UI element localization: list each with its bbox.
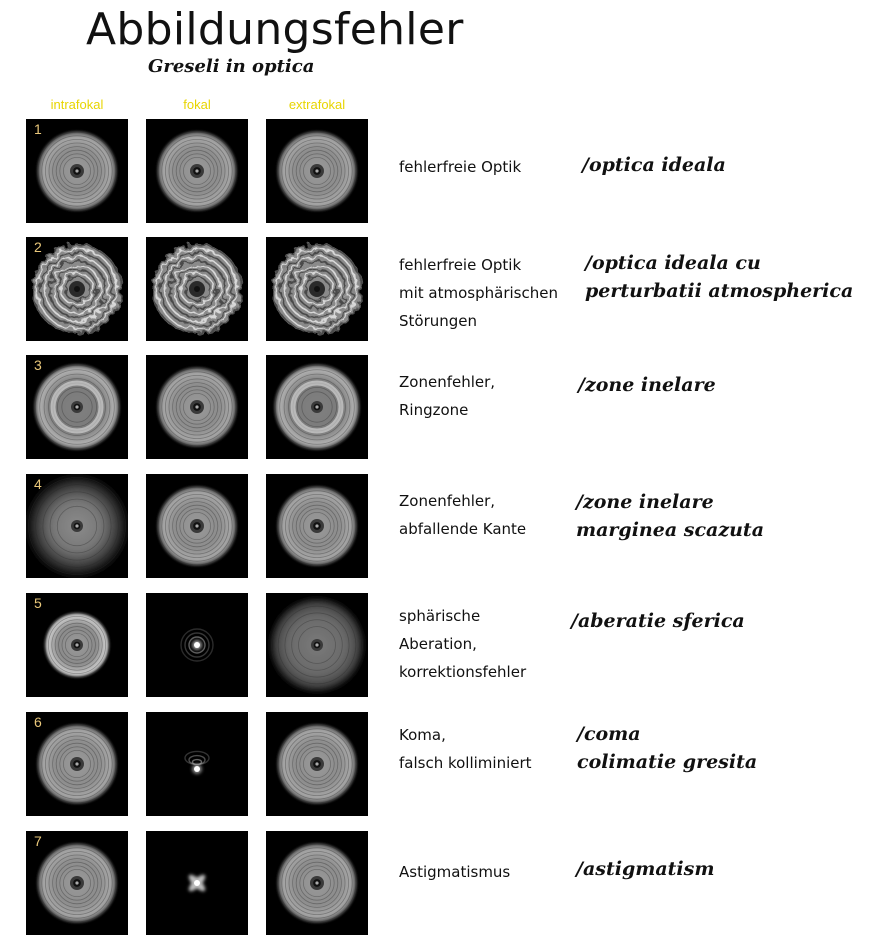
german-line: Aberation, xyxy=(399,635,477,653)
romanian-line: /optica ideala xyxy=(582,154,726,176)
romanian-description xyxy=(571,607,745,635)
romanian-line: /aberatie sferica xyxy=(571,610,745,632)
german-line: Störungen xyxy=(399,312,478,330)
german-line: Zonenfehler, xyxy=(399,492,496,510)
german-description xyxy=(399,487,526,543)
focal-image xyxy=(146,119,248,223)
extrafocal-image xyxy=(266,355,368,459)
intrafocal-image xyxy=(26,355,128,459)
romanian-description xyxy=(576,488,764,544)
romanian-line: perturbatii atmospherica xyxy=(585,280,854,302)
column-header-intrafokal: intrafokal xyxy=(50,97,104,112)
german-line: fehlerfreie Optik xyxy=(399,256,522,274)
intrafocal-image xyxy=(26,593,128,697)
focal-image xyxy=(146,831,248,935)
intrafocal-image xyxy=(26,474,128,578)
romanian-line: /astigmatism xyxy=(576,858,715,880)
focal-image xyxy=(146,712,248,816)
romanian-description xyxy=(585,249,853,305)
row-number: 1 xyxy=(34,121,42,137)
focal-image xyxy=(146,474,248,578)
intrafocal-image xyxy=(26,712,128,816)
german-line: falsch kolliminiert xyxy=(399,754,532,772)
german-line: korrektionsfehler xyxy=(399,663,527,681)
german-line: fehlerfreie Optik xyxy=(399,158,522,176)
intrafocal-image xyxy=(26,831,128,935)
extrafocal-image xyxy=(266,593,368,697)
focal-image xyxy=(146,237,248,341)
german-description xyxy=(399,858,510,886)
focal-image xyxy=(146,593,248,697)
row-number: 2 xyxy=(34,239,42,255)
romanian-description xyxy=(577,720,757,776)
german-description xyxy=(399,721,532,777)
page-title: Abbildungsfehler xyxy=(86,4,464,55)
german-description xyxy=(399,153,521,181)
column-header-fokal: fokal xyxy=(183,97,211,112)
german-line: Koma, xyxy=(399,726,446,744)
german-description xyxy=(399,368,495,424)
row-number: 4 xyxy=(34,476,42,492)
romanian-description xyxy=(578,371,716,399)
extrafocal-image xyxy=(266,237,368,341)
german-line: abfallende Kante xyxy=(399,520,527,538)
extrafocal-image xyxy=(266,119,368,223)
intrafocal-image xyxy=(26,237,128,341)
german-line: Astigmatismus xyxy=(399,863,511,881)
romanian-line: /zone inelare xyxy=(578,374,716,396)
german-description xyxy=(399,602,526,686)
extrafocal-image xyxy=(266,831,368,935)
romanian-line: /optica ideala cu xyxy=(585,252,761,274)
german-line: Zonenfehler, xyxy=(399,373,496,391)
column-header-extrafokal: extrafokal xyxy=(288,97,346,112)
focal-image xyxy=(146,355,248,459)
intrafocal-image xyxy=(26,119,128,223)
romanian-description xyxy=(582,151,726,179)
romanian-line: /zone inelare xyxy=(576,491,714,513)
extrafocal-image xyxy=(266,474,368,578)
romanian-line: marginea scazuta xyxy=(576,519,765,541)
row-number: 7 xyxy=(34,833,42,849)
row-number: 3 xyxy=(34,357,42,373)
german-description xyxy=(399,251,558,335)
german-line: mit atmosphärischen xyxy=(399,284,558,302)
row-number: 6 xyxy=(34,714,42,730)
romanian-description xyxy=(576,855,714,883)
german-line: Ringzone xyxy=(399,401,469,419)
romanian-line: /coma xyxy=(577,723,641,745)
page-subtitle: Greseli in optica xyxy=(148,56,315,77)
romanian-line: colimatie gresita xyxy=(577,751,758,773)
row-number: 5 xyxy=(34,595,42,611)
extrafocal-image xyxy=(266,712,368,816)
german-line: sphärische xyxy=(399,607,481,625)
